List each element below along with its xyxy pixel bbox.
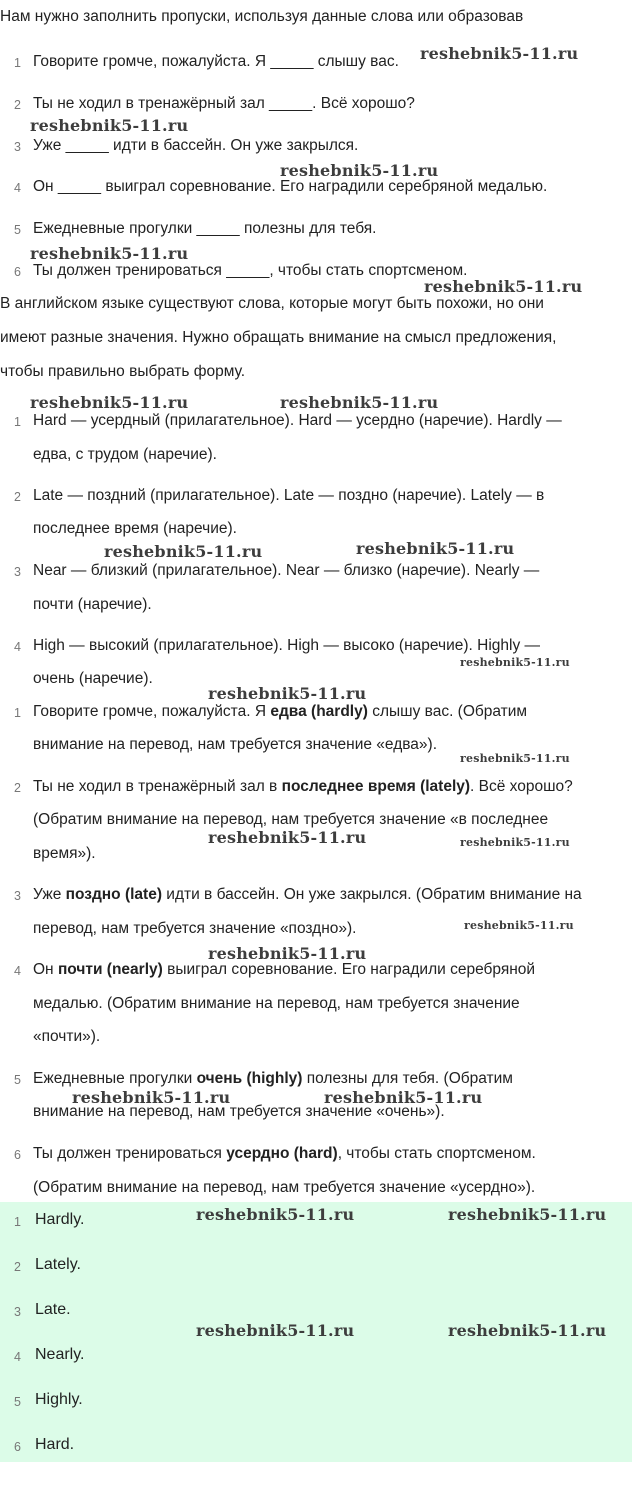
- solution-line: Ежедневные прогулки очень (highly) полезны для тебя. (Обратим: [33, 1070, 513, 1087]
- watermark: reshebnik5-11.ru: [424, 277, 583, 296]
- solution-line: Говорите громче, пожалуйста. Я едва (hardly) слышу вас. (Обратим: [33, 703, 528, 720]
- definition-number: 1: [14, 415, 21, 429]
- solution-answer: едва (hardly): [270, 703, 368, 720]
- answer-text: Hard.: [35, 1436, 75, 1453]
- solution-line: «почти»).: [33, 1028, 101, 1045]
- solution-line: внимание на перевод, нам требуется значение «едва»).: [33, 736, 438, 753]
- answer-number: 6: [14, 1440, 21, 1454]
- solution-answer: усердно (hard): [226, 1145, 338, 1162]
- task-text: Ты должен тренироваться _____, чтобы стать спортсменом.: [33, 262, 468, 279]
- solution-line: внимание на перевод, нам требуется значение «очень»).: [33, 1103, 445, 1120]
- definition-number: 2: [14, 490, 21, 504]
- solution-answer: почти (nearly): [57, 961, 163, 978]
- watermark: reshebnik5-11.ru: [72, 1088, 231, 1107]
- watermark: reshebnik5-11.ru: [208, 944, 367, 963]
- definition-line: почти (наречие).: [33, 596, 152, 613]
- definition-line: Late — поздний (прилагательное). Late — поздно (наречие). Lately — в: [33, 487, 545, 504]
- task-text: Ты не ходил в тренажёрный зал _____. Всё хорошо?: [33, 95, 415, 112]
- watermark: reshebnik5-11.ru: [208, 684, 367, 703]
- solution-number: 6: [14, 1148, 21, 1162]
- watermark: reshebnik5-11.ru: [460, 656, 570, 669]
- solution-number: 3: [14, 889, 21, 903]
- solution-number: 4: [14, 964, 21, 978]
- solution-line: время»).: [33, 845, 96, 862]
- solution-line: (Обратим внимание на перевод, нам требуется значение «в последнее: [33, 811, 549, 828]
- solution-line: Уже поздно (late) идти в бассейн. Он уже закрылся. (Обратим внимание на: [33, 886, 582, 903]
- task-text: Он _____ выиграл соревнование. Его наградили серебряной медалью.: [33, 178, 548, 195]
- definition-line: Near — близкий (прилагательное). Near — близко (наречие). Nearly —: [33, 562, 540, 579]
- solution-answer: последнее время (lately): [281, 778, 471, 795]
- explanation-line: имеют разные значения. Нужно обращать внимание на смысл предложения,: [0, 329, 557, 346]
- definition-number: 3: [14, 565, 21, 579]
- watermark: reshebnik5-11.ru: [324, 1088, 483, 1107]
- watermark: reshebnik5-11.ru: [460, 836, 570, 849]
- task-number: 5: [14, 223, 21, 237]
- intro-text: Нам нужно заполнить пропуски, используя данные слова или образовав: [0, 8, 524, 25]
- watermark: reshebnik5-11.ru: [196, 1205, 355, 1224]
- task-text: Ежедневные прогулки _____ полезны для тебя.: [33, 220, 377, 237]
- definition-number: 4: [14, 640, 21, 654]
- explanation-line: чтобы правильно выбрать форму.: [0, 363, 246, 380]
- solution-line: Он почти (nearly) выиграл соревнование. Его наградили серебряной: [33, 961, 536, 978]
- definition-line: Hard — усердный (прилагательное). Hard — усердно (наречие). Hardly —: [33, 412, 562, 429]
- watermark: reshebnik5-11.ru: [30, 244, 189, 263]
- answer-number: 2: [14, 1260, 21, 1274]
- watermark: reshebnik5-11.ru: [208, 828, 367, 847]
- solution-number: 5: [14, 1073, 21, 1087]
- watermark: reshebnik5-11.ru: [420, 44, 579, 63]
- watermark: reshebnik5-11.ru: [448, 1205, 607, 1224]
- explanation-line: В английском языке существуют слова, которые могут быть похожи, но они: [0, 295, 544, 312]
- answer-text: Highly.: [35, 1391, 83, 1408]
- answer-number: 3: [14, 1305, 21, 1319]
- watermark: reshebnik5-11.ru: [30, 116, 189, 135]
- watermark: reshebnik5-11.ru: [460, 752, 570, 765]
- task-number: 4: [14, 181, 21, 195]
- solution-line: медалью. (Обратим внимание на перевод, нам требуется значение: [33, 995, 520, 1012]
- watermark: reshebnik5-11.ru: [464, 919, 574, 932]
- task-number: 2: [14, 98, 21, 112]
- watermark: reshebnik5-11.ru: [356, 539, 515, 558]
- task-number: 3: [14, 140, 21, 154]
- solution-line: (Обратим внимание на перевод, нам требуется значение «усердно»).: [33, 1179, 536, 1196]
- task-number: 6: [14, 265, 21, 279]
- task-text: Уже _____ идти в бассейн. Он уже закрылся.: [33, 137, 359, 154]
- answer-number: 4: [14, 1350, 21, 1364]
- watermark: reshebnik5-11.ru: [280, 393, 439, 412]
- watermark: reshebnik5-11.ru: [196, 1321, 355, 1340]
- definition-line: едва, с трудом (наречие).: [33, 446, 217, 463]
- answer-text: Lately.: [35, 1256, 81, 1273]
- definition-line: последнее время (наречие).: [33, 520, 237, 537]
- watermark: reshebnik5-11.ru: [280, 161, 439, 180]
- solution-line: Ты не ходил в тренажёрный зал в последнее время (lately). Всё хорошо?: [33, 778, 573, 795]
- answer-number: 5: [14, 1395, 21, 1409]
- task-text: Говорите громче, пожалуйста. Я _____ слышу вас.: [33, 53, 399, 70]
- answer-text: Nearly.: [35, 1346, 85, 1363]
- solution-line: Ты должен тренироваться усердно (hard), чтобы стать спортсменом.: [33, 1145, 536, 1162]
- solution-number: 1: [14, 706, 21, 720]
- definition-line: High — высокий (прилагательное). High — высоко (наречие). Highly —: [33, 637, 540, 654]
- task-number: 1: [14, 56, 21, 70]
- watermark: reshebnik5-11.ru: [104, 542, 263, 561]
- answer-text: Late.: [35, 1301, 71, 1318]
- solution-answer: очень (highly): [196, 1070, 303, 1087]
- watermark: reshebnik5-11.ru: [448, 1321, 607, 1340]
- solution-answer: поздно (late): [65, 886, 162, 903]
- solution-line: перевод, нам требуется значение «поздно»).: [33, 920, 357, 937]
- solution-number: 2: [14, 781, 21, 795]
- definition-line: очень (наречие).: [33, 670, 153, 687]
- answer-text: Hardly.: [35, 1211, 85, 1228]
- watermark: reshebnik5-11.ru: [30, 393, 189, 412]
- answer-number: 1: [14, 1215, 21, 1229]
